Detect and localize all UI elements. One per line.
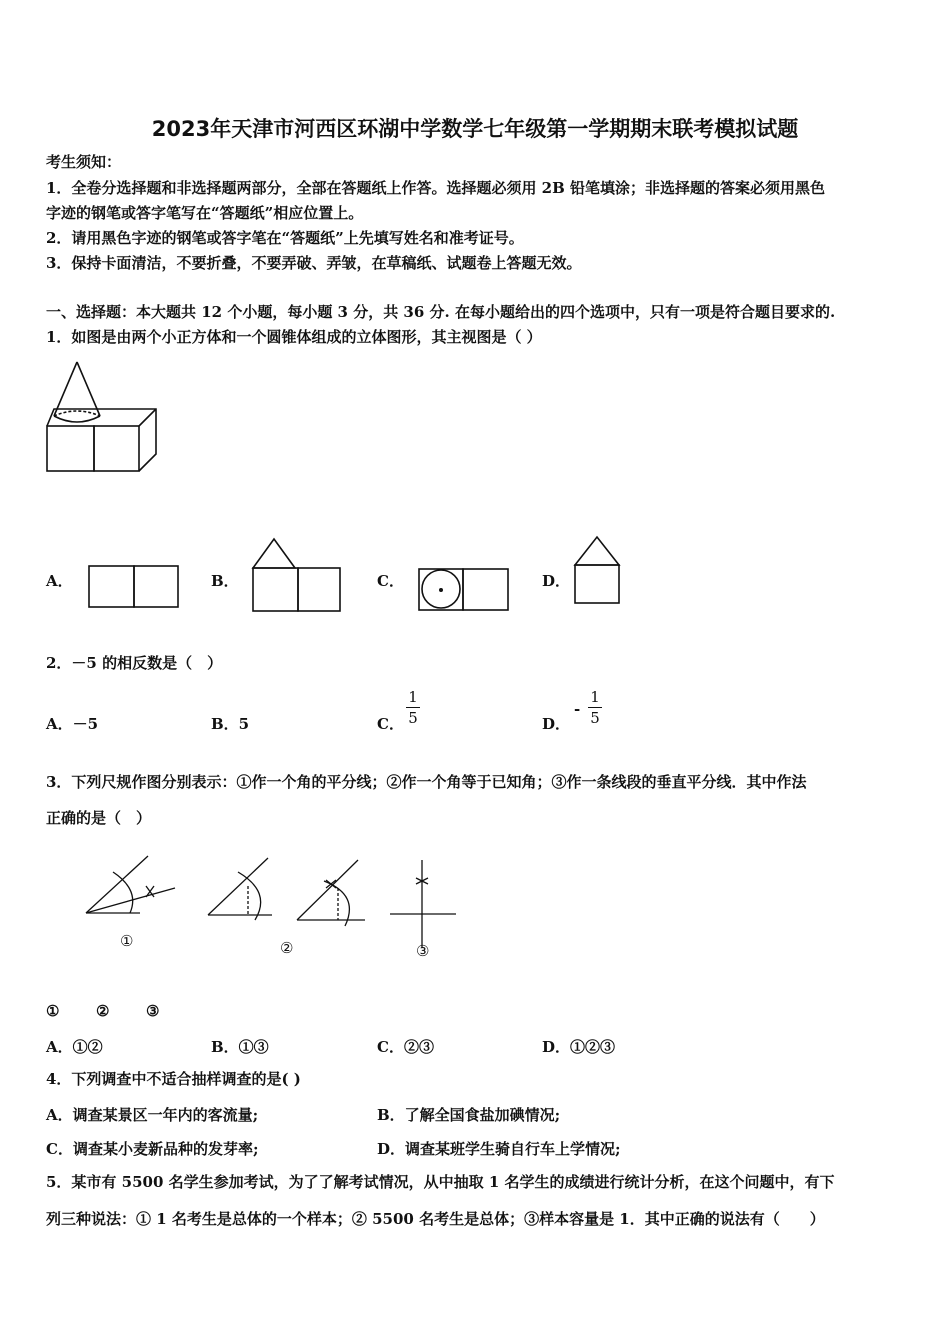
fraction-denominator: 5 bbox=[408, 709, 418, 727]
fraction-bar bbox=[406, 707, 420, 708]
q2-option-a: A．－5 bbox=[46, 715, 99, 733]
q1-option-d-figure bbox=[572, 535, 622, 607]
page-title: 2023年天津市河西区环湖中学数学七年级第一学期期末联考模拟试题 bbox=[151, 117, 799, 141]
q3-stem-2: 正确的是（ ） bbox=[46, 809, 152, 827]
q1-option-d: D． bbox=[542, 572, 571, 590]
notice-heading: 考生须知： bbox=[46, 153, 122, 171]
q2-option-d: D． bbox=[542, 715, 571, 733]
notice-line-1b: 字迹的钢笔或答字笔写在“答题纸”相应位置上。 bbox=[46, 204, 364, 222]
q2-option-d-fraction bbox=[588, 688, 602, 727]
q3-row-item-3: ③ bbox=[146, 1002, 160, 1020]
fraction-denominator: 5 bbox=[590, 709, 600, 727]
q5-stem-1: 5．某市有 5500 名学生参加考试，为了了解考试情况，从中抽取 1 名学生的成绩进行统计分析，在这个问题中，有下 bbox=[46, 1173, 835, 1191]
q1-solid-figure bbox=[44, 360, 159, 475]
section-heading: 一、选择题：本大题共 12 个小题，每小题 3 分，共 36 分. 在每小题给出的四个选项中，只有一项是符合题目要求的. bbox=[46, 303, 836, 321]
fraction-numerator: 1 bbox=[408, 688, 418, 706]
q3-figure-label-2: ② bbox=[280, 939, 294, 957]
q1-option-b: B． bbox=[211, 572, 239, 590]
q2-option-c: C． bbox=[377, 715, 404, 733]
q3-option-d: D．①②③ bbox=[542, 1038, 616, 1056]
q3-option-c: C．②③ bbox=[377, 1038, 434, 1056]
fraction-numerator: 1 bbox=[590, 688, 600, 706]
q1-option-c: C． bbox=[377, 572, 404, 590]
q1-option-c-figure bbox=[416, 566, 512, 614]
q5-stem-2: 列三种说法：① 1 名考生是总体的一个样本；② 5500 名考生是总体；③样本容量是 1．其中正确的说法有（ ） bbox=[46, 1210, 825, 1228]
q4-option-a: A．调查某景区一年内的客流量; bbox=[46, 1106, 259, 1124]
q3-row-item-1: ① bbox=[46, 1002, 60, 1020]
q2-option-d-minus: - bbox=[574, 700, 581, 718]
q4-option-c: C．调查某小麦新品种的发芽率; bbox=[46, 1140, 259, 1158]
q2-option-b: B．5 bbox=[211, 715, 250, 733]
fraction-bar bbox=[588, 707, 602, 708]
q3-option-b: B．①③ bbox=[211, 1038, 269, 1056]
q1-option-a-figure bbox=[86, 563, 182, 611]
q3-stem-1: 3．下列尺规作图分别表示：①作一个角的平分线；②作一个角等于已知角；③作一条线段的垂直平分线．其中作法 bbox=[46, 773, 807, 791]
q3-figure-label-3: ③ bbox=[416, 942, 430, 960]
notice-line-3: 3．保持卡面清洁，不要折叠，不要弄破、弄皱，在草稿纸、试题卷上答题无效。 bbox=[46, 254, 582, 272]
notice-line-1a: 1．全卷分选择题和非选择题两部分，全部在答题纸上作答。选择题必须用 2B 铅笔填涂；非选择题的答案必须用黑色 bbox=[46, 179, 826, 197]
q4-option-b: B．了解全国食盐加碘情况; bbox=[377, 1106, 561, 1124]
q4-option-d: D．调查某班学生骑自行车上学情况; bbox=[377, 1140, 621, 1158]
q4-stem: 4．下列调查中不适合抽样调查的是( ) bbox=[46, 1070, 301, 1088]
q2-option-c-fraction bbox=[406, 688, 420, 727]
notice-line-2: 2．请用黑色字迹的钢笔或答字笔在“答题纸”上先填写姓名和准考证号。 bbox=[46, 229, 524, 247]
q1-stem: 1．如图是由两个小正方体和一个圆锥体组成的立体图形，其主视图是（ ） bbox=[46, 328, 542, 346]
q1-option-b-figure bbox=[249, 537, 345, 615]
q1-option-a: A． bbox=[46, 572, 73, 590]
q3-option-a: A．①② bbox=[46, 1038, 103, 1056]
q2-stem: 2．－5 的相反数是（ ） bbox=[46, 654, 223, 672]
q3-construction-figures bbox=[80, 850, 465, 965]
q3-figure-label-1: ① bbox=[120, 932, 134, 950]
q3-row-item-2: ② bbox=[96, 1002, 110, 1020]
